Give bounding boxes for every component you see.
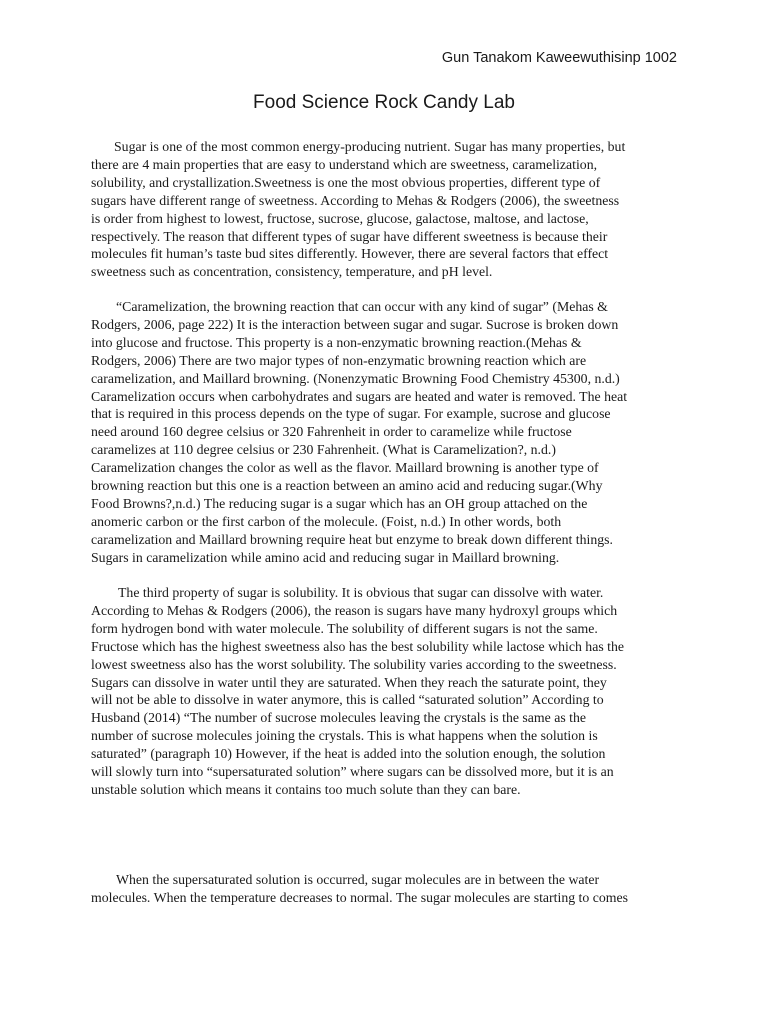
text-line: caramelization and Maillard browning require heat but enzyme to break down different things. bbox=[91, 531, 613, 547]
text-line: “Caramelization, the browning reaction that can occur with any kind of sugar” (Mehas & bbox=[116, 299, 608, 314]
text-line: number of sucrose molecules joining the crystals. This is what happens when the solution is bbox=[91, 728, 598, 744]
document-title: Food Science Rock Candy Lab bbox=[253, 92, 515, 113]
text-line: Rodgers, 2006) There are two major types of non-enzymatic browning reaction which are bbox=[91, 352, 587, 368]
text-line: lowest sweetness also has the worst solubility. The solubility varies according to the sweetness. bbox=[91, 656, 617, 672]
text-line: anomeric carbon or the first carbon of the molecule. (Foist, n.d.) In other words, both bbox=[91, 513, 562, 529]
paragraph-sweetness bbox=[91, 138, 681, 281]
text-line: browning reaction but this one is a reaction between an amino acid and reducing sugar.(Why bbox=[91, 478, 603, 494]
paragraph-supersaturation bbox=[91, 871, 681, 907]
text-line: caramelizes at 110 degree celsius or 230 Fahrenheit. (What is Caramelization?, n.d.) bbox=[91, 442, 556, 458]
text-line: Sugars in caramelization while amino acid and reducing sugar in Maillard browning. bbox=[91, 549, 560, 565]
text-line: there are 4 main properties that are easy to understand which are sweetness, caramelization, bbox=[91, 156, 598, 172]
text-line: solubility, and crystallization.Sweetness is one the most obvious properties, different type of bbox=[91, 174, 601, 190]
text-line: is order from highest to lowest, fructose, sucrose, glucose, galactose, maltose, and lactose, bbox=[91, 210, 589, 226]
text-line: Sugars can dissolve in water until they are saturated. When they reach the saturate point, they bbox=[91, 674, 607, 690]
text-line: molecules. When the temperature decreases to normal. The sugar molecules are starting to comes bbox=[91, 889, 628, 905]
text-line: will slowly turn into “supersaturated solution” where sugars can be dissolved more, but it is an bbox=[91, 764, 614, 780]
text-line: molecules fit human’s taste bud sites differently. However, there are several factors that effect bbox=[91, 246, 609, 262]
text-line: The third property of sugar is solubility. It is obvious that sugar can dissolve with water. bbox=[118, 585, 604, 600]
text-line: Fructose which has the highest sweetness also has the best solubility while lactose which has the bbox=[91, 638, 624, 654]
paragraph-caramelization bbox=[91, 298, 681, 567]
text-line: saturated” (paragraph 10) However, if the heat is added into the solution enough, the solution bbox=[91, 746, 606, 762]
text-line: into glucose and fructose. This property is a non-enzymatic browning reaction.(Mehas & bbox=[91, 334, 582, 350]
text-line: Food Browns?,n.d.) The reducing sugar is a sugar which has an OH group attached on the bbox=[91, 495, 588, 511]
text-line: sweetness such as concentration, consistency, temperature, and pH level. bbox=[91, 264, 493, 280]
text-line: caramelization, and Maillard browning. (Nonenzymatic Browning Food Chemistry 45300, n.d.) bbox=[91, 370, 620, 386]
text-line: According to Mehas & Rodgers (2006), the reason is sugars have many hydroxyl groups which bbox=[91, 602, 618, 618]
text-line: sugars have different range of sweetness. According to Mehas & Rodgers (2006), the sweetness bbox=[91, 192, 620, 208]
text-line: will not be able to dissolve in water anymore, this is called “saturated solution” According to bbox=[91, 692, 604, 708]
text-line: that is required in this process depends on the type of sugar. For example, sucrose and glucose bbox=[91, 406, 611, 422]
text-line: Sugar is one of the most common energy-producing nutrient. Sugar has many properties, but bbox=[114, 139, 626, 154]
paragraph-solubility bbox=[91, 584, 681, 799]
text-line: need around 160 degree celsius or 320 Fahrenheit in order to caramelize while fructose bbox=[91, 424, 572, 440]
text-line: Rodgers, 2006, page 222) It is the interaction between sugar and sugar. Sucrose is broken down bbox=[91, 316, 619, 332]
author-header: Gun Tanakom Kaweewuthisinp 1002 bbox=[441, 50, 677, 66]
text-line: Caramelization changes the color as well as the flavor. Maillard browning is another type of bbox=[91, 460, 599, 476]
text-line: Caramelization occurs when carbohydrates and sugars are heated and water is removed. The heat bbox=[91, 388, 628, 404]
text-line: Husband (2014) “The number of sucrose molecules leaving the crystals is the same as the bbox=[91, 710, 587, 726]
text-line: respectively. The reason that different types of sugar have different sweetness is because their bbox=[91, 228, 608, 244]
text-line: unstable solution which means it contains too much solute than they can bare. bbox=[91, 781, 521, 797]
text-line: form hydrogen bond with water molecule. The solubility of different sugars is not the same. bbox=[91, 620, 598, 636]
text-line: When the supersaturated solution is occurred, sugar molecules are in between the water bbox=[116, 872, 600, 887]
